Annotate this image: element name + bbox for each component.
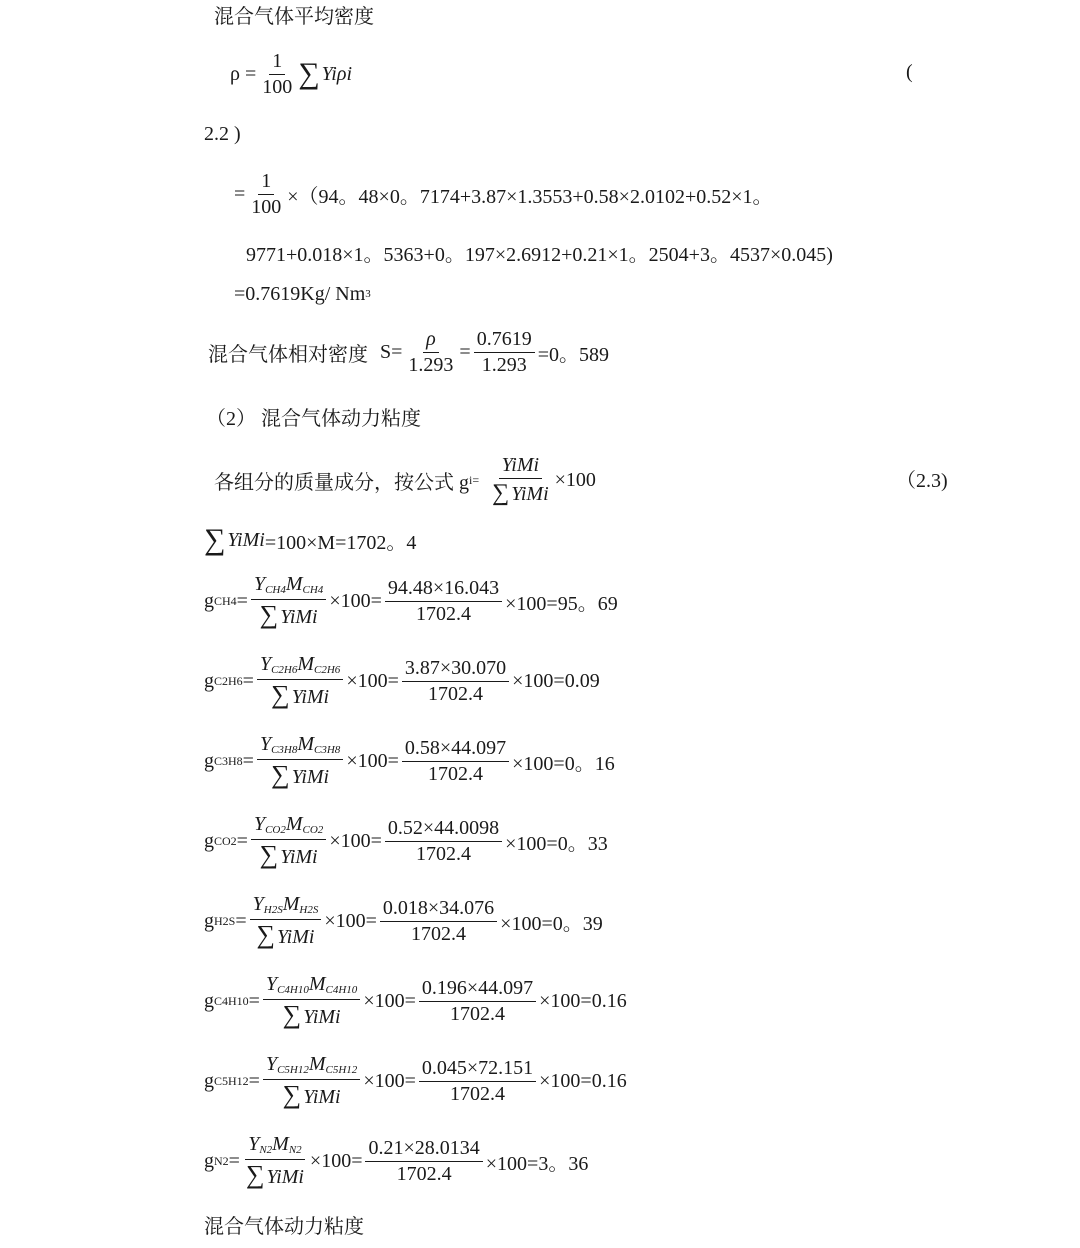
calc-prefix: = — [234, 182, 246, 205]
equals: = — [248, 989, 260, 1012]
relative-fraction-1 — [405, 329, 456, 376]
fraction-denominator — [253, 920, 317, 948]
heading-dynamic-viscosity — [206, 402, 421, 430]
fraction-denominator: 1702.4 — [450, 1002, 506, 1025]
mass-fraction — [489, 455, 552, 505]
numeric-fraction — [385, 818, 502, 865]
fraction-numerator: 0.018×34.076 — [380, 898, 497, 922]
sum-symbol: ∑ — [298, 57, 320, 90]
numeric-fraction — [380, 898, 497, 945]
fraction-numerator: 0.7619 — [474, 329, 535, 353]
sum-symbol: ∑ — [259, 599, 279, 629]
sum-symbol: ∑ — [492, 480, 510, 506]
relative-density-line — [208, 322, 609, 382]
fraction-numerator: $Y_{H2S}M_{H2S}$ — [250, 894, 322, 920]
times-100: ×100= — [329, 589, 382, 612]
equals: = — [242, 669, 254, 692]
component-row — [204, 570, 618, 632]
y-subscript: CO2 — [265, 824, 286, 837]
fraction-numerator: 1 — [258, 171, 274, 195]
y-subscript: H2S — [263, 904, 283, 917]
symbolic-fraction — [263, 974, 360, 1028]
equals: = — [228, 1149, 240, 1172]
denominator-var: YiMi — [280, 845, 318, 868]
denominator-var: YiMi — [291, 685, 330, 708]
equation-number-2-2 — [204, 120, 241, 148]
denominator-var: YiMi — [280, 605, 318, 628]
fraction-denominator: 1702.4 — [428, 682, 484, 705]
denominator-var: YiMi — [511, 483, 549, 505]
symbolic-fraction — [251, 814, 326, 868]
component-row — [204, 810, 608, 872]
fraction-numerator: YiMi — [499, 455, 542, 479]
fraction-numerator: 0.045×72.151 — [419, 1058, 536, 1082]
heading-dynamic-viscosity-2 — [204, 1210, 364, 1238]
sum-line — [204, 522, 416, 558]
g-symbol: g — [204, 909, 214, 932]
times-100: ×100= — [324, 909, 377, 932]
component-result: ×100=95。69 — [505, 592, 618, 615]
fraction-denominator — [280, 1080, 344, 1108]
superscript: 3 — [365, 288, 371, 300]
fraction-numerator: $Y_{N2}M_{N2}$ — [245, 1134, 304, 1160]
fraction-numerator: ρ — [423, 329, 439, 353]
fraction-denominator: 1702.4 — [411, 922, 467, 945]
times-100: ×100= — [346, 669, 399, 692]
component-result: ×100=0.16 — [539, 989, 627, 1012]
m-subscript: C2H6 — [314, 664, 341, 677]
equals: = — [459, 340, 471, 363]
sum-symbol: ∑ — [282, 999, 302, 1029]
calc-text: ×（94。48×0。7174+3.87×1.3553+0.58×2.0102+0.52×1。 — [287, 185, 773, 208]
calc-line-1 — [234, 164, 773, 224]
fraction-denominator: 1702.4 — [416, 842, 472, 865]
fraction-denominator: 1702.4 — [396, 1162, 452, 1185]
denominator-var: YiMi — [277, 925, 315, 948]
component-result: ×100=0。33 — [505, 832, 608, 855]
heading-text: （2） 混合气体动力粘度 — [206, 407, 421, 430]
subscript: i= — [469, 472, 480, 487]
rho-expression: Yiρi — [321, 62, 353, 85]
m-subscript: C5H12 — [325, 1064, 358, 1077]
numeric-fraction — [365, 1138, 482, 1185]
sum-symbol: ∑ — [259, 839, 279, 869]
g-symbol: g — [204, 989, 214, 1012]
fraction-denominator: 1702.4 — [416, 602, 472, 625]
equation-rho — [230, 44, 352, 104]
equation-number-text: （2.3) — [896, 469, 948, 492]
numeric-fraction — [402, 738, 509, 785]
component-row — [204, 970, 627, 1032]
rho-prefix: ρ = — [230, 62, 257, 85]
y-subscript: C5H12 — [277, 1064, 309, 1077]
denominator-var: YiMi — [303, 1085, 341, 1108]
fraction-denominator — [489, 479, 552, 505]
g-subscript: C4H10 — [214, 993, 249, 1008]
component-result: ×100=3。36 — [485, 1152, 589, 1175]
sum-variable: YiMi — [227, 528, 265, 551]
m-subscript: CH4 — [302, 584, 324, 597]
y-subscript: C2H6 — [271, 664, 298, 677]
fraction-numerator: $Y_{C4H10}M_{C4H10}$ — [263, 974, 360, 1000]
times-100: ×100 — [554, 468, 596, 491]
fraction-denominator — [243, 1160, 307, 1188]
sum-text: =100×M=1702。4 — [264, 531, 417, 554]
fraction-numerator: 0.196×44.097 — [419, 978, 536, 1002]
fraction-denominator: 1.293 — [481, 353, 527, 376]
equation-number-text: ( — [906, 60, 913, 83]
fraction-denominator — [268, 680, 332, 708]
fraction-numerator: $Y_{C3H8}M_{C3H8}$ — [257, 734, 343, 760]
equals: = — [242, 749, 254, 772]
numeric-fraction — [419, 978, 536, 1025]
numeric-fraction — [419, 1058, 536, 1105]
symbolic-fraction — [257, 654, 343, 708]
symbolic-fraction — [257, 734, 343, 788]
component-result: ×100=0。16 — [512, 752, 615, 775]
times-100: ×100= — [346, 749, 399, 772]
fraction-numerator: $Y_{CO2}M_{CO2}$ — [251, 814, 326, 840]
y-subscript: C3H8 — [271, 744, 298, 757]
fraction-denominator: 100 — [262, 75, 293, 98]
calc-result: =0.7619Kg/ Nm — [234, 282, 366, 305]
m-subscript: CO2 — [302, 824, 324, 837]
heading-mean-density — [214, 0, 374, 28]
equation-number-text: 2.2 ) — [204, 122, 241, 145]
component-row — [204, 890, 603, 952]
heading-text: 混合气体平均密度 — [214, 5, 374, 28]
symbolic-fraction — [243, 1134, 307, 1188]
fraction-numerator: 0.21×28.0134 — [365, 1138, 482, 1162]
g-subscript: C5H12 — [214, 1073, 249, 1088]
g-subscript: C3H8 — [214, 753, 243, 768]
sum-symbol: ∑ — [282, 1079, 302, 1109]
y-subscript: C4H10 — [277, 984, 309, 997]
calc-line-2 — [246, 238, 833, 266]
g-symbol: g — [204, 589, 214, 612]
heading-text: 混合气体动力粘度 — [204, 1215, 364, 1238]
equation-number-2-3 — [896, 464, 948, 492]
component-row — [204, 730, 615, 792]
symbolic-fraction — [263, 1054, 360, 1108]
equals: = — [248, 1069, 260, 1092]
component-row — [204, 1050, 627, 1112]
rho-fraction — [259, 51, 295, 98]
g-symbol: g — [204, 669, 214, 692]
equals: = — [236, 829, 248, 852]
sum-symbol: ∑ — [245, 1159, 265, 1189]
fraction-numerator: 0.58×44.097 — [402, 738, 509, 762]
sum-symbol: ∑ — [271, 679, 290, 709]
symbolic-fraction — [251, 574, 326, 628]
g-subscript: CH4 — [214, 593, 237, 608]
times-100: ×100= — [363, 1069, 416, 1092]
component-result: ×100=0.16 — [539, 1069, 627, 1092]
equation-number-open — [906, 58, 913, 86]
relative-result: =0。589 — [537, 343, 609, 366]
component-row — [204, 650, 600, 712]
times-100: ×100= — [309, 1149, 363, 1172]
g-symbol: g — [204, 749, 214, 772]
g-symbol: g — [204, 1069, 214, 1092]
sum-symbol: ∑ — [271, 759, 290, 789]
fraction-denominator: 1.293 — [408, 353, 454, 376]
fraction-denominator — [257, 600, 321, 628]
component-result: ×100=0。39 — [500, 912, 603, 935]
g-subscript: H2S — [214, 913, 236, 928]
relative-fraction-2 — [474, 329, 535, 376]
calc-line-3 — [234, 280, 371, 308]
times-100: ×100= — [363, 989, 416, 1012]
y-subscript: N2 — [259, 1144, 273, 1157]
fraction-numerator: 1 — [269, 51, 285, 75]
sum-symbol: ∑ — [204, 523, 226, 556]
mass-label: 各组分的质量成分，按公式 g — [214, 471, 469, 494]
mass-fraction-formula — [214, 450, 596, 510]
fraction-denominator — [280, 1000, 344, 1028]
denominator-var: YiMi — [266, 1165, 304, 1188]
g-subscript: CO2 — [214, 833, 237, 848]
symbolic-fraction — [250, 894, 322, 948]
numeric-fraction — [402, 658, 509, 705]
times-100: ×100= — [329, 829, 382, 852]
fraction-denominator — [268, 760, 332, 788]
m-subscript: H2S — [299, 904, 319, 917]
equals: = — [236, 589, 248, 612]
g-symbol: g — [204, 1149, 214, 1172]
fraction-numerator: 94.48×16.043 — [385, 578, 502, 602]
relative-density-label: 混合气体相对密度 — [208, 343, 368, 366]
component-row — [204, 1130, 588, 1192]
m-subscript: C3H8 — [314, 744, 341, 757]
equals: = — [235, 909, 247, 932]
component-result: ×100=0.09 — [512, 669, 600, 692]
fraction-denominator — [257, 840, 321, 868]
s-symbol: S= — [380, 340, 403, 363]
fraction-numerator: 0.52×44.0098 — [385, 818, 502, 842]
denominator-var: YiMi — [303, 1005, 341, 1028]
denominator-var: YiMi — [291, 765, 330, 788]
fraction-numerator: $Y_{C2H6}M_{C2H6}$ — [257, 654, 343, 680]
fraction-numerator: $Y_{CH4}M_{CH4}$ — [251, 574, 326, 600]
g-subscript: N2 — [214, 1153, 229, 1168]
calc-text: 9771+0.018×1。5363+0。197×2.6912+0.21×1。2504+3。4537×0.045) — [246, 243, 833, 266]
fraction-denominator: 100 — [251, 195, 282, 218]
m-subscript: C4H10 — [325, 984, 358, 997]
fraction-numerator: 3.87×30.070 — [402, 658, 509, 682]
y-subscript: CH4 — [265, 584, 286, 597]
g-symbol: g — [204, 829, 214, 852]
sum-symbol: ∑ — [256, 919, 276, 949]
fraction-denominator: 1702.4 — [428, 762, 484, 785]
fraction-denominator: 1702.4 — [450, 1082, 506, 1105]
g-subscript: C2H6 — [214, 673, 243, 688]
numeric-fraction — [385, 578, 502, 625]
fraction-numerator: $Y_{C5H12}M_{C5H12}$ — [263, 1054, 360, 1080]
m-subscript: N2 — [288, 1144, 302, 1157]
calc-fraction — [248, 171, 284, 218]
